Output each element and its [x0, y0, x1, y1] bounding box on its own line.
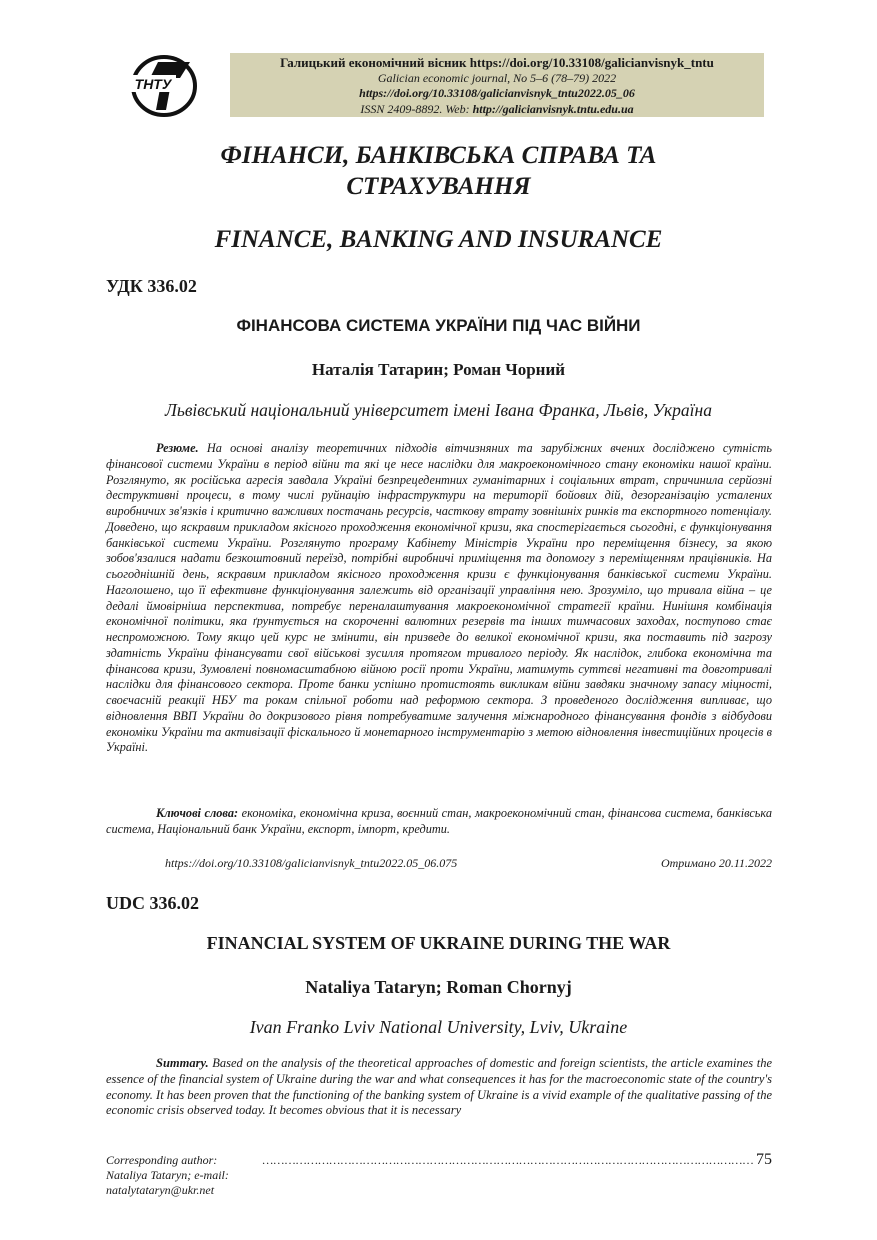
udc-code-en: UDC 336.02	[106, 893, 199, 913]
abstract-text-uk: На основі аналізу теоретичних підходів вітчизняних та зарубіжних вчених досліджено сутність фінансової системи України в період війни та які це несе наслідки для макроекономічного стану економіки нашої країни. Розглянуто, як російська агресія завдала Україні безпрецедентних гуманітарних і соціальних втрат, спричинила серйозні деструктивні процеси, в тому числі руйнацію інфраструктури на території бойових дій, дезорганізацію усталених виробничих зв'язків і критично важливих постачань ресурсів, часткову втрату зовнішніх ринків та експортного потенціалу. Доведено, що яскравим прикладом якісного проходження економічної кризи, яка спостерігається сьогодні, є функціонування банківської системи України. Розглянуто програму Кабінету Міністрів України про переміщення бізнесу, за якою зобов'язалися надати безкоштовний переїзд, потрібні виробничі приміщення та допомогу з переміщенням працівників. На сьогоднішній день, яскравим прикладом якісного проходження кризи є функціонування банківської системи України. Наголошено, що її ефективне функціонування залежить від організації управління нею. Зрозуміло, що тривала війна – це дедалі ймовірніша перспектива, потребує переналаштування макроекономічної стратегії країни. Нинішня комбінація економічної політики, яка ґрунтується на скороченні валютних резервів та інших тимчасових заходах, поступово стає неспроможною. Тому якщо цей курс не змінити, він призведе до великої економічної кризи, яка поставить під загрозу здатність України фінансувати свої військові зусилля протягом тривалого періоду. Як наслідок, глибока економічна та фінансова кризи, Зумовлені повномасштабною війною росії проти України, матимуть суттєві негативні та довготривалі наслідки для фінансового сектора. Проте банки успішно протистоять викликам війни завдяки значному запасу міцності, своєчасній реакції НБУ та рокам спільної роботи над реформою сектора. З проведеного дослідження випливає, що відновлення ВВП України до докризового рівня потребуватиме залучення міжнародного фінансування фондів з відбудови економіки України та активізації фіскального й монетарного інструментарію з метою відновлення інвестиційних процесів в Україні.	[106, 441, 772, 755]
page-number: 75	[756, 1151, 772, 1168]
logo-text: ТНТУ	[134, 76, 172, 92]
article-title-en: FINANCIAL SYSTEM OF UKRAINE DURING THE WAR	[206, 933, 671, 953]
keywords-uk	[106, 806, 772, 838]
summary-text-en: Based on the analysis of the theoretical approaches of domestic and foreign scientists, the article examines the essence of the financial system of Ukraine during the war and what consequences it has for the macroeconomic state of the country's economy. It has been proven that the functioning of the banking system of Ukraine is a vivid example of the qualitative passing of the economic crisis observed today. It becomes obvious that it is necessary	[106, 1056, 772, 1118]
summary-label-en: Summary.	[156, 1056, 209, 1070]
journal-doi-link[interactable]: https://doi.org/10.33108/galicianvisnyk_tntu2022.05_06	[359, 86, 635, 100]
keywords-text-uk: економіка, економічна криза, воєнний стан, макроекономічний стан, фінансова система, банківська система, Національний банк України, експорт, імпорт, кредити.	[106, 806, 773, 836]
article-doi-link[interactable]: https://doi.org/10.33108/galicianvisnyk_tntu2022.05_06.075	[165, 856, 458, 870]
journal-issue: Galician economic journal, No 5–6 (78–79) 2022	[377, 70, 617, 85]
issn-text: ISSN 2409-8892. Web:	[360, 101, 473, 116]
tntu-logo	[128, 52, 204, 118]
journal-header	[230, 53, 764, 117]
journal-issn	[230, 102, 764, 118]
article-title-uk: ФІНАНСОВА СИСТЕМА УКРАЇНИ ПІД ЧАС ВІЙНИ	[236, 316, 641, 335]
section-title-uk-line1: ФІНАНСИ, БАНКІВСЬКА СПРАВА ТА	[220, 142, 657, 169]
journal-title: Галицький економічний вісник https://doi.org/10.33108/galicianvisnyk_tntu	[280, 55, 714, 70]
section-title-en: FINANCE, BANKING AND INSURANCE	[214, 226, 663, 253]
section-title-uk-line2: СТРАХУВАННЯ	[346, 173, 531, 200]
abstract-uk	[106, 441, 772, 756]
affiliation-en: Ivan Franko Lviv National University, Lviv, Ukraine	[249, 1017, 628, 1037]
footer-leader-dots: ……………………………………………………………………………………………………………………	[262, 1153, 754, 1167]
summary-en	[106, 1056, 772, 1119]
udc-code-uk: УДК 336.02	[106, 276, 197, 296]
affiliation-uk: Львівський національний університет імені Івана Франка, Львів, Україна	[165, 400, 712, 420]
keywords-label-uk: Ключові слова:	[156, 806, 239, 820]
authors-en: Nataliya Tataryn; Roman Chornyj	[305, 977, 572, 997]
authors-uk: Наталія Татарин; Роман Чорний	[311, 360, 566, 379]
section-title-uk	[0, 140, 877, 202]
corresponding-author: Corresponding author: Nataliya Tataryn; e-mail: natalytataryn@ukr.net	[106, 1153, 229, 1197]
received-date: Отримано 20.11.2022	[660, 856, 772, 870]
page-footer	[106, 1151, 772, 1198]
abstract-label-uk: Резюме.	[156, 441, 199, 455]
journal-web-link[interactable]: http://galicianvisnyk.tntu.edu.ua	[472, 101, 634, 116]
